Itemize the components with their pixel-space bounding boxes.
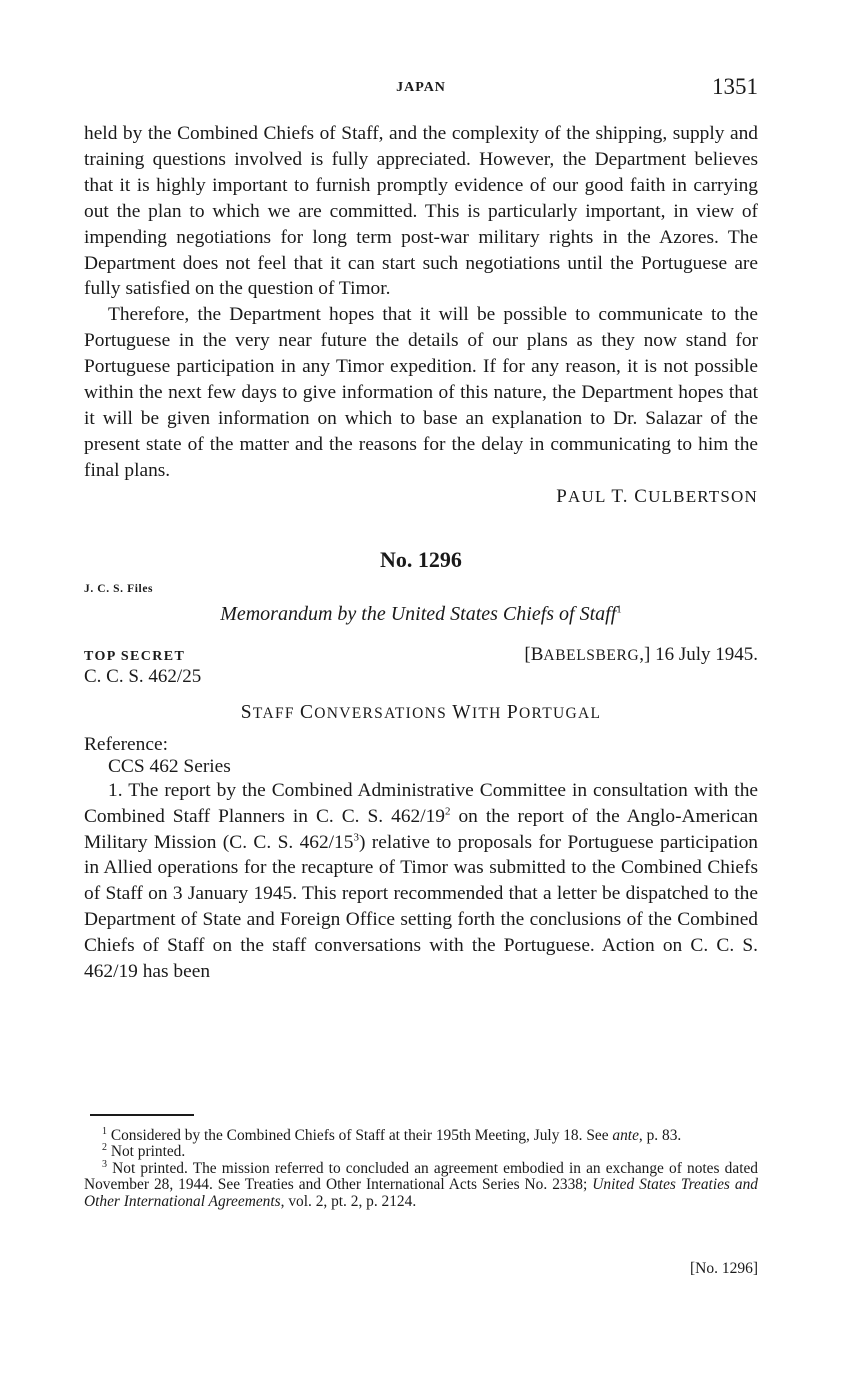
document-number: No. 1296	[380, 546, 462, 572]
footnotes	[84, 1125, 759, 1210]
memo-title: Memorandum by the United States Chiefs of Staff$^1$	[220, 602, 622, 625]
main-content	[84, 121, 758, 985]
reference-item: CCS 462 Series	[108, 755, 231, 777]
footnote-2: $^2$ Not printed.	[102, 1142, 186, 1161]
footnote-ref-3: 3	[353, 831, 359, 844]
running-head	[84, 74, 758, 104]
footnote-3: $^3$ Not printed. The mission referred to concluded an agreement embodied in an exchange of notes dated November 28, 1944. See Treaties and Other International Acts Series No. 2338; United States Treaties and Other International Agreements, vol. 2, pt. 2, p. 2124.	[84, 1158, 759, 1210]
running-head-title: JAPAN	[396, 80, 446, 95]
footnote-ref-1: 1	[616, 603, 622, 616]
subject-heading: STAFF CONVERSATIONS WITH PORTUGAL	[240, 701, 602, 723]
footnote-rule	[90, 1114, 194, 1116]
classification: TOP SECRET	[84, 648, 186, 664]
footnote-1: $^1$ Considered by the Combined Chiefs of Staff at their 195th Meeting, July 18. See ante, p. 83.	[102, 1125, 682, 1144]
file-source: J. C. S. Files	[84, 582, 154, 595]
body-paragraph-2: Therefore, the Department hopes that it will be possible to communicate to the Portuguese in the very near future the details of our plans as they now stand for Portuguese participation in any Timor expedition. If for any reason, it is not possible within the next few days to give information of this nature, the Department hopes that it will be given information on which to base an explanation to Dr. Salazar of the present state of the matter and the reasons for the delay in communicating to him the final plans.	[84, 304, 758, 481]
classification-date-row	[84, 644, 758, 666]
paper-id: C. C. S. 462/25	[84, 665, 202, 687]
memo-paragraph-1: 1. The report by the Combined Administrative Committee in consultation with the Combined Staff Planners in C. C. S. $462/19^2$ on the report of the Anglo-American Military Mission (C. C. S. $462/15^3$) relative to proposals for Portuguese participation in Allied operations for the recapture of Timor was submitted to the Combined Chiefs of Staff on 3 January 1945. This report recommended that a letter be dispatched to the Department of State and Foreign Office setting forth the conclusions of the Combined Chiefs of Staff on the staff conversations with the Portuguese. Action on C. C. S. 462/19 has been	[84, 779, 758, 983]
body-paragraph-1: held by the Combined Chiefs of Staff, and the complexity of the shipping, supply and training questions involved is fully appreciated. However, the Department believes that it is highly important to furnish promptly evidence of our good faith in carrying out the plan to which we are committed. This is particularly important, in view of impending negotiations for long term post-war military rights in the Azores. The Department does not feel that it can start such negotiations until the Portuguese are fully satisfied on the question of Timor.	[84, 123, 758, 300]
page-footer: [No. 1296]	[689, 1260, 758, 1277]
reference-label: Reference:	[84, 733, 168, 755]
page-number: 1351	[712, 74, 758, 99]
place-date: [BABELSBERG,] 16 July 1945.	[524, 643, 758, 665]
footnote-rule-wrap	[90, 1114, 194, 1116]
footnote-ref-2: 2	[445, 805, 451, 818]
signature: PAUL T. CULBERTSON	[556, 485, 758, 507]
